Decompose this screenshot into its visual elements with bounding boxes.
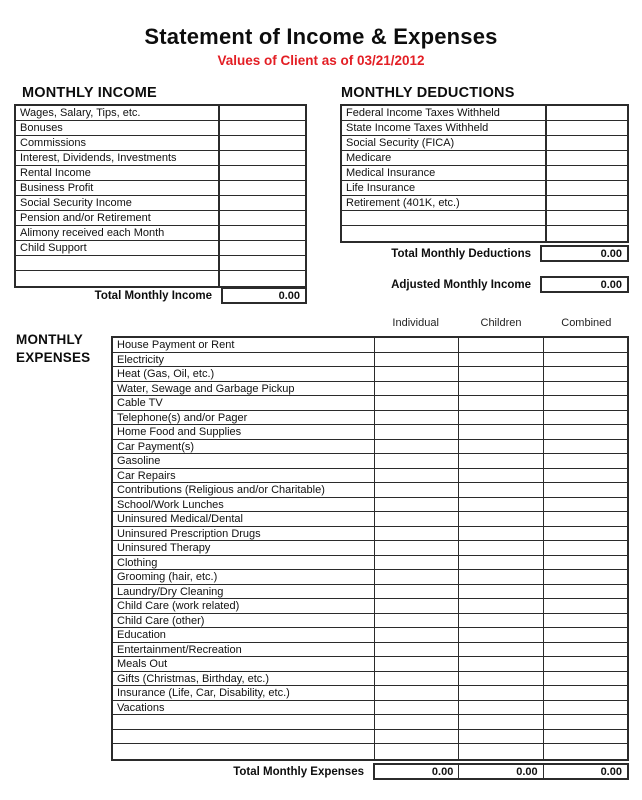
amount-cell[interactable] [547, 211, 627, 225]
row-label [16, 256, 220, 270]
row-label: Home Food and Supplies [113, 425, 375, 439]
deductions-section-heading: MONTHLY DEDUCTIONS [341, 85, 515, 101]
amount-cell[interactable] [547, 106, 627, 120]
table-row [16, 211, 305, 226]
table-row [113, 411, 627, 426]
amount-cell[interactable] [220, 211, 305, 225]
table-row [16, 166, 305, 181]
amount-cell[interactable] [544, 599, 627, 613]
table-row [16, 151, 305, 166]
table-row [342, 136, 627, 151]
row-label: House Payment or Rent [113, 338, 375, 352]
table-row [113, 628, 627, 643]
amount-cell[interactable] [375, 657, 459, 671]
amount-cell[interactable] [375, 701, 459, 715]
table-row [16, 226, 305, 241]
table-row [113, 556, 627, 571]
amount-cell[interactable] [547, 136, 627, 150]
table-row [113, 686, 627, 701]
amount-cell[interactable] [459, 425, 543, 439]
amount-cell[interactable] [544, 367, 627, 381]
table-row [113, 715, 627, 730]
table-row [113, 512, 627, 527]
amount-cell[interactable] [375, 338, 459, 352]
amount-cell[interactable] [459, 411, 543, 425]
amount-cell[interactable] [459, 469, 543, 483]
row-label: Uninsured Medical/Dental [113, 512, 375, 526]
row-label: Vacations [113, 701, 375, 715]
table-row [113, 599, 627, 614]
row-label: Business Profit [16, 181, 220, 195]
amount-cell[interactable] [375, 643, 459, 657]
table-row [16, 106, 305, 121]
amount-cell[interactable] [220, 241, 305, 255]
amount-cell[interactable] [544, 527, 627, 541]
amount-cell[interactable] [459, 614, 543, 628]
table-row [113, 454, 627, 469]
column-header-combined: Combined [561, 317, 612, 329]
amount-cell[interactable] [459, 672, 543, 686]
income-total-row [14, 287, 307, 304]
table-row [16, 196, 305, 211]
amount-cell[interactable] [459, 512, 543, 526]
amount-cell[interactable] [544, 686, 627, 700]
row-label [16, 271, 220, 286]
table-row [113, 730, 627, 745]
row-label [113, 715, 375, 729]
row-label: Insurance (Life, Car, Disability, etc.) [113, 686, 375, 700]
table-row [342, 226, 627, 241]
row-label: Federal Income Taxes Withheld [342, 106, 547, 120]
income-total-value [221, 287, 307, 304]
table-row [342, 121, 627, 136]
table-row [16, 241, 305, 256]
table-row [16, 181, 305, 196]
amount-cell[interactable] [375, 454, 459, 468]
row-label [342, 226, 547, 241]
row-label [342, 211, 547, 225]
deductions-total-row [340, 245, 629, 262]
amount-cell[interactable] [459, 541, 543, 555]
amount-cell[interactable] [459, 382, 543, 396]
row-label: Alimony received each Month [16, 226, 220, 240]
amount-cell[interactable] [459, 440, 543, 454]
expenses-total-individual [375, 765, 459, 778]
amount-cell[interactable] [544, 585, 627, 599]
deductions-total-label: Total Monthly Deductions [391, 247, 531, 260]
amount-cell[interactable] [544, 556, 627, 570]
table-row [16, 256, 305, 271]
row-label: Medical Insurance [342, 166, 547, 180]
table-row [113, 367, 627, 382]
expenses-total-label: Total Monthly Expenses [233, 765, 364, 778]
row-label: Wages, Salary, Tips, etc. [16, 106, 220, 120]
row-label: Child Care (other) [113, 614, 375, 628]
amount-cell[interactable] [544, 672, 627, 686]
row-label: Car Repairs [113, 469, 375, 483]
amount-cell[interactable] [220, 226, 305, 240]
table-row [113, 643, 627, 658]
column-header-children: Children [480, 317, 522, 329]
row-label: Gasoline [113, 454, 375, 468]
table-row [16, 271, 305, 286]
row-label: Pension and/or Retirement [16, 211, 220, 225]
row-label: Grooming (hair, etc.) [113, 570, 375, 584]
deductions-total-amount: 0.00 [600, 247, 622, 260]
table-row [342, 166, 627, 181]
amount-cell[interactable] [375, 527, 459, 541]
amount-cell[interactable] [375, 411, 459, 425]
amount-cell[interactable] [375, 556, 459, 570]
amount-cell[interactable] [375, 367, 459, 381]
amount-cell[interactable] [459, 701, 543, 715]
row-label: Cable TV [113, 396, 375, 410]
row-label: Gifts (Christmas, Birthday, etc.) [113, 672, 375, 686]
amount-cell[interactable] [375, 382, 459, 396]
amount-cell[interactable] [220, 181, 305, 195]
amount-cell[interactable] [544, 570, 627, 584]
expenses-total-boxes [373, 763, 629, 780]
income-total-label: Total Monthly Income [94, 289, 212, 302]
adjusted-income-label: Adjusted Monthly Income [391, 278, 531, 291]
amount-cell[interactable] [459, 628, 543, 642]
income-total-amount: 0.00 [278, 289, 300, 302]
row-label: Child Care (work related) [113, 599, 375, 613]
amount-cell[interactable] [375, 628, 459, 642]
amount-cell[interactable] [547, 121, 627, 135]
amount-cell[interactable] [220, 271, 305, 286]
amount-cell[interactable] [375, 715, 459, 729]
row-label [113, 744, 375, 759]
table-row [113, 657, 627, 672]
expenses-total-combined [544, 765, 627, 778]
amount-cell[interactable] [459, 715, 543, 729]
amount-cell[interactable] [544, 440, 627, 454]
table-row [113, 744, 627, 759]
row-label [113, 730, 375, 744]
table-row [113, 527, 627, 542]
amount-cell[interactable] [220, 151, 305, 165]
amount-cell[interactable] [544, 744, 627, 759]
row-label: State Income Taxes Withheld [342, 121, 547, 135]
amount-cell[interactable] [459, 643, 543, 657]
amount-cell[interactable] [544, 614, 627, 628]
amount-cell[interactable] [459, 454, 543, 468]
table-row [113, 541, 627, 556]
amount-cell[interactable] [459, 556, 543, 570]
amount-cell[interactable] [375, 396, 459, 410]
adjusted-income-row [340, 276, 629, 293]
amount-cell[interactable] [459, 599, 543, 613]
row-label: Uninsured Prescription Drugs [113, 527, 375, 541]
row-label: Uninsured Therapy [113, 541, 375, 555]
table-row [113, 382, 627, 397]
table-row [113, 469, 627, 484]
amount-cell[interactable] [544, 353, 627, 367]
expenses-total-children-amount: 0.00 [516, 765, 538, 778]
expenses-column-headers [373, 317, 629, 329]
amount-cell[interactable] [544, 382, 627, 396]
row-label: Medicare [342, 151, 547, 165]
amount-cell[interactable] [375, 498, 459, 512]
table-row [113, 440, 627, 455]
row-label: School/Work Lunches [113, 498, 375, 512]
row-label: Social Security Income [16, 196, 220, 210]
amount-cell[interactable] [544, 541, 627, 555]
amount-cell[interactable] [375, 541, 459, 555]
adjusted-income-amount: 0.00 [600, 278, 622, 291]
table-row [113, 353, 627, 368]
expenses-section-heading: MONTHLY EXPENSES [16, 332, 91, 365]
amount-cell[interactable] [220, 166, 305, 180]
amount-cell[interactable] [547, 166, 627, 180]
row-label: Bonuses [16, 121, 220, 135]
amount-cell[interactable] [459, 730, 543, 744]
amount-cell[interactable] [544, 643, 627, 657]
amount-cell[interactable] [544, 730, 627, 744]
amount-cell[interactable] [220, 121, 305, 135]
amount-cell[interactable] [375, 672, 459, 686]
row-label: Commissions [16, 136, 220, 150]
row-label: Child Support [16, 241, 220, 255]
amount-cell[interactable] [459, 657, 543, 671]
amount-cell[interactable] [220, 196, 305, 210]
amount-cell[interactable] [544, 425, 627, 439]
row-label: Heat (Gas, Oil, etc.) [113, 367, 375, 381]
row-label: Telephone(s) and/or Pager [113, 411, 375, 425]
table-row [16, 136, 305, 151]
amount-cell[interactable] [459, 396, 543, 410]
table-row [113, 483, 627, 498]
amount-cell[interactable] [375, 353, 459, 367]
amount-cell[interactable] [544, 411, 627, 425]
row-label: Contributions (Religious and/or Charitable) [113, 483, 375, 497]
row-label: Car Payment(s) [113, 440, 375, 454]
amount-cell[interactable] [220, 256, 305, 270]
table-row [113, 672, 627, 687]
table-row [16, 121, 305, 136]
income-section-heading: MONTHLY INCOME [22, 85, 157, 101]
adjusted-income-value [540, 276, 629, 293]
amount-cell[interactable] [459, 744, 543, 759]
table-row [113, 570, 627, 585]
deductions-total-value [540, 245, 629, 262]
amount-cell[interactable] [544, 469, 627, 483]
table-row [113, 338, 627, 353]
page-subtitle: Values of Client as of 03/21/2012 [217, 53, 425, 68]
amount-cell[interactable] [547, 181, 627, 195]
amount-cell[interactable] [544, 657, 627, 671]
amount-cell[interactable] [544, 498, 627, 512]
amount-cell[interactable] [547, 151, 627, 165]
row-label: Electricity [113, 353, 375, 367]
amount-cell[interactable] [547, 196, 627, 210]
amount-cell[interactable] [459, 338, 543, 352]
amount-cell[interactable] [544, 338, 627, 352]
row-label: Retirement (401K, etc.) [342, 196, 547, 210]
table-row [113, 585, 627, 600]
income-table [14, 104, 307, 288]
amount-cell[interactable] [375, 469, 459, 483]
table-row [342, 196, 627, 211]
row-label: Entertainment/Recreation [113, 643, 375, 657]
row-label: Clothing [113, 556, 375, 570]
amount-cell[interactable] [544, 396, 627, 410]
deductions-table [340, 104, 629, 243]
expenses-total-children [459, 765, 543, 778]
table-row [113, 498, 627, 513]
row-label: Education [113, 628, 375, 642]
amount-cell[interactable] [544, 512, 627, 526]
expenses-total-row [111, 763, 629, 780]
amount-cell[interactable] [375, 483, 459, 497]
amount-cell[interactable] [375, 570, 459, 584]
table-row [342, 106, 627, 121]
table-row [113, 425, 627, 440]
amount-cell[interactable] [459, 353, 543, 367]
amount-cell[interactable] [544, 454, 627, 468]
amount-cell[interactable] [544, 483, 627, 497]
amount-cell[interactable] [459, 585, 543, 599]
table-row [342, 151, 627, 166]
amount-cell[interactable] [375, 686, 459, 700]
table-row [113, 396, 627, 411]
amount-cell[interactable] [459, 498, 543, 512]
amount-cell[interactable] [375, 614, 459, 628]
amount-cell[interactable] [375, 425, 459, 439]
row-label: Laundry/Dry Cleaning [113, 585, 375, 599]
table-row [113, 614, 627, 629]
amount-cell[interactable] [375, 730, 459, 744]
amount-cell[interactable] [459, 483, 543, 497]
expenses-total-individual-amount: 0.00 [431, 765, 454, 778]
row-label: Life Insurance [342, 181, 547, 195]
amount-cell[interactable] [220, 106, 305, 120]
amount-cell[interactable] [375, 440, 459, 454]
table-row [342, 211, 627, 226]
amount-cell[interactable] [375, 585, 459, 599]
amount-cell[interactable] [220, 136, 305, 150]
amount-cell[interactable] [459, 527, 543, 541]
amount-cell[interactable] [547, 226, 627, 241]
page-title: Statement of Income & Expenses [144, 24, 498, 49]
table-row [342, 181, 627, 196]
row-label: Meals Out [113, 657, 375, 671]
amount-cell[interactable] [544, 628, 627, 642]
row-label: Rental Income [16, 166, 220, 180]
amount-cell[interactable] [375, 512, 459, 526]
amount-cell[interactable] [544, 701, 627, 715]
amount-cell[interactable] [544, 715, 627, 729]
expenses-total-combined-amount: 0.00 [600, 765, 622, 778]
amount-cell[interactable] [459, 686, 543, 700]
amount-cell[interactable] [375, 744, 459, 759]
row-label: Interest, Dividends, Investments [16, 151, 220, 165]
row-label: Water, Sewage and Garbage Pickup [113, 382, 375, 396]
expenses-table [111, 336, 629, 761]
amount-cell[interactable] [459, 570, 543, 584]
table-row [113, 701, 627, 716]
column-header-individual: Individual [392, 317, 439, 329]
amount-cell[interactable] [375, 599, 459, 613]
row-label: Social Security (FICA) [342, 136, 547, 150]
amount-cell[interactable] [459, 367, 543, 381]
